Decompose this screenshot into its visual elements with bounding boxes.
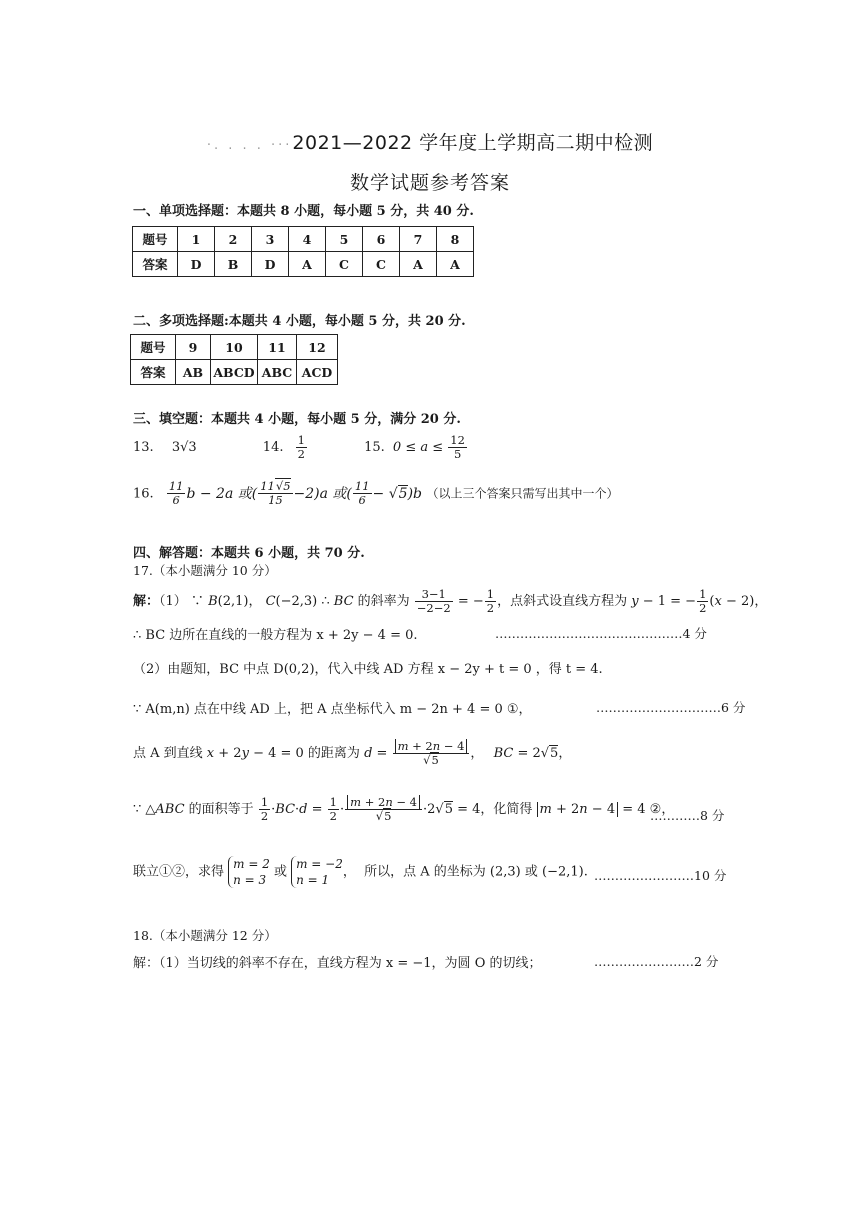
answer-cell: ABC <box>258 360 297 385</box>
section4-heading: 四、解答题：本题共 6 小题，共 70 分. <box>133 546 365 561</box>
score-marker: …………………………6 分 <box>596 700 746 715</box>
q17-line6: ∵ △ABC 的面积等于 $\frac{1}{2}$ ·BC·d = $\frac{1}{2}$ · $\frac{m + 2n - 4}{√5}$ ·2√5 = 4，化简得 m + 2n − 4 = 4 ②， <box>133 795 675 824</box>
q17-header: 17.（本小题满分 10 分） <box>133 563 277 578</box>
score-marker: ………………………………………4 分 <box>495 626 707 641</box>
fraction-denominator: 5 <box>453 447 462 462</box>
answer-cell: C <box>363 252 400 277</box>
leading-marks: ·. . . . ··· <box>206 138 293 153</box>
answer-cell: C <box>326 252 363 277</box>
q17-line7: 联立①②，求得 m = 2 n = 3 或 m = −2 n = 1 ， 所以，点 A 的坐标为 (2,3) 或 (−2,1). <box>133 857 588 888</box>
row-label-answer: 答案 <box>133 252 178 277</box>
q17-line4: ∵ A(m,n) 点在中线 AD 上，把 A 点坐标代入 m − 2n + 4 = 0 ①， <box>133 702 532 717</box>
q18-header: 18.（本小题满分 12 分） <box>133 928 277 943</box>
q16-note: （以上三个答案只需写出其中一个） <box>426 486 619 501</box>
q15-answer-prefix: 0 ≤ a ≤ <box>392 440 444 456</box>
score-marker: …………8 分 <box>650 808 725 823</box>
question-number: 1 <box>178 227 215 252</box>
answer-cell: ACD <box>297 360 338 385</box>
table-row-questions <box>133 227 474 252</box>
q17-line3: （2）由题知，BC 中点 D(0,2)，代入中线 AD 方程 x − 2y + t = 0 ，得 t = 4. <box>133 662 603 677</box>
question-number: 12 <box>297 335 338 360</box>
q15-number: 15. <box>364 440 385 456</box>
answer-cell: D <box>252 252 289 277</box>
q14-number: 14. <box>262 440 284 456</box>
answer-cell: A <box>289 252 326 277</box>
fraction-numerator: 1 <box>297 433 305 447</box>
q17-line2: ∴ BC 边所在直线的一般方程为 x + 2y − 4 = 0. <box>133 628 418 643</box>
document-title <box>0 128 860 155</box>
q17-line1: 解：（1） ∵ B(2,1)， C(−2,3) ∴ BC 的斜率为 $\frac{3-1}{-2-2}$ = − $\frac{1}{2}$ ，点斜式设直线方程为 y − 1 = − $\frac{1}{2}$ (x − 2)， <box>133 587 768 616</box>
score-marker: ……………………2 分 <box>594 954 719 969</box>
answer-cell: A <box>437 252 474 277</box>
section1-heading: 一、单项选择题：本题共 8 小题，每小题 5 分，共 40 分. <box>133 204 474 219</box>
q18-line1: 解：（1）当切线的斜率不存在，直线方程为 x = −1，为圆 O 的切线； <box>133 956 542 971</box>
section2-heading: 二、多项选择题:本题共 4 小题，每小题 5 分，共 20 分. <box>133 314 466 329</box>
answer-cell: A <box>400 252 437 277</box>
q16-answer-expressions: $\frac{11}{6}$ b − 2a 或( $\frac{11√5}{15}$ −2)a 或( $\frac{11}{6}$ − √5)b <box>168 479 427 508</box>
row-label-answer: 答案 <box>131 360 176 385</box>
section1-answer-table <box>132 226 474 277</box>
table-row-answers <box>131 360 338 385</box>
row-label-question: 题号 <box>131 335 176 360</box>
answer-cell: ABCD <box>211 360 258 385</box>
solution-label: 解： <box>133 594 160 610</box>
section2-answer-table <box>130 334 338 385</box>
q13-answer: 3√3 <box>171 440 197 456</box>
q15-answer-fraction <box>448 434 467 461</box>
fraction-denominator: 2 <box>297 447 305 462</box>
answer-cell: D <box>178 252 215 277</box>
document-subtitle: 数学试题参考答案 <box>349 172 510 194</box>
fill-in-answers-row <box>133 434 468 461</box>
question-number: 7 <box>400 227 437 252</box>
table-row-questions <box>131 335 338 360</box>
question-number: 10 <box>211 335 258 360</box>
q16-answer-row <box>133 480 618 507</box>
title-text: 2021—2022 学年度上学期高二期中检测 <box>292 132 654 154</box>
answer-cell: AB <box>176 360 211 385</box>
question-number: 2 <box>215 227 252 252</box>
question-number: 4 <box>289 227 326 252</box>
q17-line5: 点 A 到直线 x + 2y − 4 = 0 的距离为 d = $\frac{m + 2n - 4}{√5}$ ， BC = 2√5， <box>133 739 572 768</box>
section3-heading: 三、填空题：本题共 4 小题，每小题 5 分，满分 20 分. <box>133 412 461 427</box>
question-number: 3 <box>252 227 289 252</box>
q16-number: 16. <box>133 486 154 502</box>
question-number: 5 <box>326 227 363 252</box>
table-row-answers <box>133 252 474 277</box>
question-number: 6 <box>363 227 400 252</box>
score-marker: ……………………10 分 <box>594 868 727 883</box>
question-number: 8 <box>437 227 474 252</box>
row-label-question: 题号 <box>133 227 178 252</box>
question-number: 11 <box>258 335 297 360</box>
answer-cell: B <box>215 252 252 277</box>
q14-answer <box>296 434 307 461</box>
fraction-numerator: 12 <box>450 433 465 447</box>
q13-number: 13. <box>133 440 154 456</box>
question-number: 9 <box>176 335 211 360</box>
